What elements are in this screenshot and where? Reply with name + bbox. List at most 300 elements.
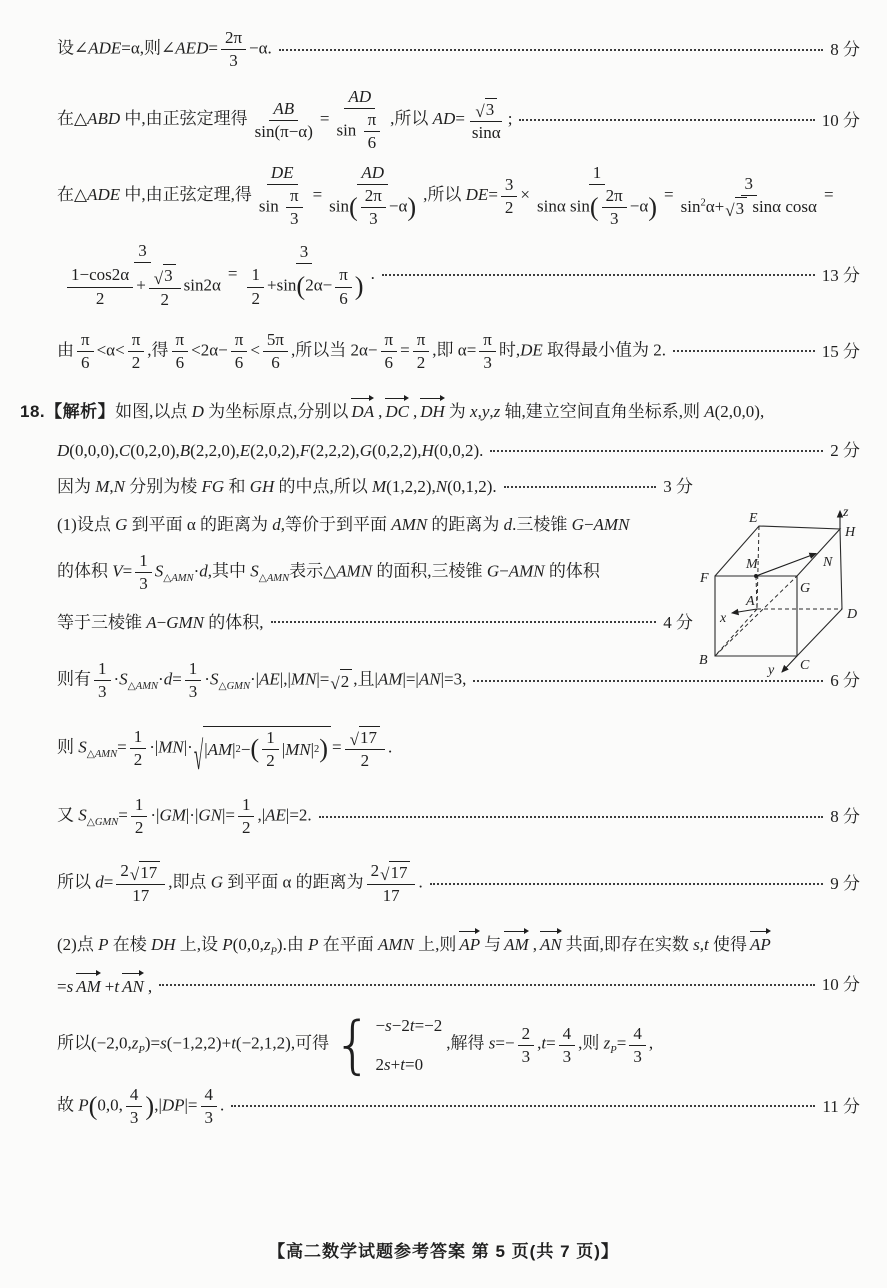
numerator: 2π — [221, 28, 246, 50]
fraction — [518, 1024, 535, 1067]
solution-line — [57, 930, 860, 959]
text: 2 — [370, 861, 380, 881]
text: ; — [507, 109, 513, 129]
score-label: 4 分 — [663, 612, 693, 632]
text: 故 P — [57, 1095, 89, 1115]
text: , — [648, 1033, 654, 1053]
subscript: P — [270, 945, 277, 957]
text: 与 — [484, 934, 502, 954]
big-paren: ( — [296, 271, 306, 301]
text: 又 S — [57, 805, 87, 825]
subscript: △AMN — [127, 680, 159, 692]
numerator: π — [231, 330, 248, 352]
text: . — [370, 264, 375, 284]
square-root — [193, 726, 331, 779]
fraction — [238, 795, 255, 838]
numerator: 1 — [130, 727, 147, 749]
radical-sign: √ — [380, 865, 390, 885]
denominator: 3 — [562, 1046, 572, 1066]
math-expression — [57, 795, 312, 838]
text: (1)设点 G 到平面 α 的距离为 d,等价于到平面 AMN 的距离为 d.三棱锥 G−AMN — [57, 515, 630, 535]
text: . — [418, 872, 423, 892]
math-expression — [57, 612, 264, 633]
math-expression — [57, 726, 393, 779]
denominator: 6 — [234, 352, 244, 372]
math-expression — [57, 163, 834, 229]
text: sinα sin — [537, 196, 590, 216]
denominator: sinα — [471, 122, 501, 142]
radical-sign: √ — [330, 674, 340, 694]
text: sinα cosα — [752, 196, 817, 216]
superscript: 2 — [235, 744, 241, 756]
denominator: 3 — [188, 682, 198, 702]
radical-sign: √ — [153, 268, 164, 288]
subscript: △GMN — [218, 680, 250, 692]
cube-diagram — [692, 506, 884, 688]
math-expression — [57, 87, 512, 153]
fraction — [629, 1024, 646, 1067]
numerator: 1−cos2α — [67, 265, 133, 287]
denominator: 6 — [271, 352, 280, 372]
numerator: π — [77, 330, 94, 352]
text: = — [400, 340, 410, 360]
solution-line — [20, 397, 860, 422]
numerator — [149, 264, 181, 288]
numerator: 1 — [135, 551, 152, 573]
dot-leader — [519, 119, 814, 121]
vertex-label-E: E — [749, 511, 758, 526]
text: ,且|AM|=|AN|=3, — [353, 669, 467, 689]
text: = — [319, 109, 330, 129]
fraction — [367, 861, 416, 906]
subscript: P — [610, 1045, 617, 1057]
fraction — [364, 110, 381, 153]
big-paren: ) — [319, 734, 329, 764]
fraction — [468, 98, 505, 143]
numerator: 1 — [238, 795, 255, 817]
vertex-label-D: D — [847, 607, 858, 622]
numerator — [345, 726, 385, 750]
denominator: 2 — [251, 288, 260, 308]
vertex-label-G: G — [800, 581, 811, 596]
denominator: 2 — [504, 197, 514, 217]
text: = — [118, 805, 128, 825]
score-label: 10 分 — [821, 110, 860, 130]
fraction — [381, 330, 398, 373]
radicand: 17 — [139, 861, 160, 883]
dot-leader — [490, 450, 823, 452]
numerator: 3 — [296, 242, 313, 264]
y-axis-arrow — [782, 656, 797, 672]
dot-leader — [382, 274, 815, 276]
hidden-edges — [715, 526, 842, 656]
denominator — [677, 196, 821, 219]
vertex-label-B: B — [699, 653, 708, 668]
text: ,t= — [537, 1033, 556, 1053]
dot-leader — [159, 984, 815, 986]
denominator: 2 — [241, 818, 251, 838]
denominator: 2 — [160, 289, 169, 309]
axes-and-segments — [732, 511, 840, 672]
text: = — [664, 185, 674, 205]
fraction — [413, 330, 430, 373]
text: = — [227, 264, 238, 284]
math-expression — [57, 930, 775, 959]
text: −α. — [249, 38, 272, 58]
numerator: 3 — [134, 241, 151, 263]
square-root — [330, 669, 352, 692]
fraction — [172, 330, 189, 373]
score-label: 13 分 — [821, 265, 860, 285]
numerator: 1 — [94, 659, 111, 681]
text: D(0,0,0),C(0,2,0),B(2,2,0),E(2,0,2),F(2,2,2),G(0,2,2),H(0,0,2). — [57, 440, 484, 460]
text: ,|AE|=2. — [257, 805, 312, 825]
numerator: 1 — [247, 265, 264, 287]
cube-edges — [715, 526, 842, 656]
numerator: AD — [357, 163, 388, 185]
system-rows — [376, 1015, 443, 1075]
denominator: 2 — [266, 751, 275, 771]
fraction — [185, 659, 202, 702]
fraction — [602, 186, 627, 229]
denominator: 3 — [129, 1107, 139, 1127]
x-axis-arrow — [732, 609, 757, 613]
left-brace: { — [333, 1008, 373, 1082]
denominator: 3 — [229, 51, 238, 71]
fraction — [116, 861, 165, 906]
fraction — [240, 242, 367, 308]
fraction — [94, 659, 111, 702]
numerator — [367, 861, 416, 885]
axis-label-y: y — [768, 663, 775, 678]
radical-sign: √ — [193, 733, 204, 779]
denominator: 2 — [131, 352, 141, 372]
text: . — [220, 1095, 225, 1115]
text: 共面,即存在实数 s,t 使得 — [565, 934, 748, 954]
subscript: △AMN — [258, 572, 290, 584]
radicand — [203, 726, 331, 771]
square-root — [475, 98, 497, 120]
text: 在△ABD 中,由正弦定理得 — [57, 109, 248, 129]
vertex-labels — [699, 506, 857, 678]
text: ,所以 DE= — [423, 185, 498, 205]
text: × — [520, 185, 531, 205]
vector-overarrow: DA — [349, 397, 377, 422]
text: ,得 — [147, 340, 169, 360]
numerator: 3 — [501, 175, 518, 197]
denominator: 2 — [133, 750, 143, 770]
math-expression — [57, 1008, 654, 1082]
solution-line — [57, 1085, 860, 1128]
solution-line — [57, 440, 860, 461]
denominator: 6 — [81, 352, 90, 372]
denominator — [325, 185, 420, 229]
system-row: 2s+t=0 — [375, 1054, 424, 1074]
denominator: 6 — [175, 352, 185, 372]
fraction — [149, 264, 181, 309]
solution-line — [57, 551, 693, 594]
fraction — [135, 551, 152, 594]
vector-overarrow: DH — [418, 397, 448, 422]
text: < — [250, 340, 260, 360]
math-expression — [57, 330, 666, 373]
text: 表示△AMN 的面积,三棱锥 G−AMN 的体积 — [289, 561, 600, 581]
numerator: 4 — [126, 1085, 143, 1107]
text: 则 S — [57, 737, 87, 757]
text: 0,0, — [97, 1095, 123, 1115]
fraction — [126, 1085, 143, 1128]
dot-leader — [504, 486, 657, 488]
vertex-label-M: M — [746, 557, 758, 572]
score-label: 8 分 — [830, 39, 860, 59]
score-label: 8 分 — [830, 807, 860, 827]
text: = — [332, 737, 342, 757]
text: 等于三棱锥 A−GMN 的体积, — [57, 612, 264, 632]
text: + — [136, 275, 146, 295]
big-paren: ( — [250, 734, 260, 764]
numerator — [116, 861, 165, 885]
score-label: 9 分 — [830, 874, 860, 894]
text: ,则 z — [578, 1033, 611, 1053]
score-label: 15 分 — [821, 341, 860, 361]
dot-leader — [319, 816, 824, 818]
denominator: 3 — [633, 1046, 642, 1066]
solution-line — [57, 87, 860, 153]
system-row: −s−2t=−2 — [375, 1016, 443, 1036]
text: = — [312, 185, 323, 205]
numerator: 2 — [518, 1024, 535, 1046]
text: sin — [336, 120, 357, 140]
fraction — [60, 241, 225, 309]
vector-overarrow: AM — [502, 930, 532, 955]
vertex-label-N: N — [823, 555, 833, 570]
text: − — [240, 740, 251, 760]
math-expression — [57, 861, 423, 906]
text: sin2α — [183, 275, 221, 295]
text: 时,DE 取得最小值为 2. — [498, 340, 667, 360]
numerator: 4 — [559, 1024, 576, 1046]
text: ,解得 s=− — [446, 1033, 515, 1053]
math-expression — [57, 1085, 224, 1128]
superscript: 2 — [700, 197, 706, 209]
subscript: P — [138, 1045, 145, 1057]
numerator: DE — [267, 163, 298, 185]
vertex-label-F: F — [700, 571, 709, 586]
big-paren: ( — [589, 192, 599, 222]
denominator: 3 — [139, 573, 148, 593]
text: 如图,以点 D 为坐标原点,分别以 — [115, 401, 349, 421]
numerator: AB — [269, 99, 298, 121]
page-footer: 【高二数学试题参考答案 第 5 页(共 7 页)】 — [268, 1241, 619, 1261]
radicand: 2 — [340, 669, 353, 692]
denominator: 2 — [360, 751, 370, 771]
numerator: π — [172, 330, 189, 352]
solution-line — [57, 476, 693, 497]
vector-overarrow: AP — [457, 930, 483, 955]
text: = — [616, 1033, 627, 1053]
text: |MN| — [281, 740, 314, 760]
solution-line — [57, 795, 860, 838]
numerator: π — [128, 330, 145, 352]
score-label: 10 分 — [821, 975, 860, 995]
math-expression — [57, 241, 375, 309]
dot-leader — [231, 1105, 815, 1107]
text: ·|MN|· — [149, 737, 193, 757]
numerator: π — [335, 265, 352, 287]
vector-overarrow: AP — [748, 930, 774, 955]
denominator — [255, 185, 310, 229]
math-expression — [57, 659, 466, 702]
score-label: 6 分 — [830, 670, 860, 690]
solution-line — [57, 514, 693, 535]
radicand: 3 — [485, 98, 498, 120]
text: ·d,其中 S — [193, 561, 259, 581]
denominator: 3 — [204, 1107, 214, 1127]
numerator: π — [413, 330, 430, 352]
fraction — [128, 330, 145, 373]
denominator: sin(π−α) — [254, 121, 313, 141]
dot-leader — [279, 49, 823, 51]
denominator: 3 — [369, 209, 378, 229]
cube-figure — [692, 506, 884, 688]
text: = — [117, 737, 127, 757]
fraction — [255, 163, 310, 229]
text: α+ — [705, 196, 725, 216]
text: ·S — [204, 669, 219, 689]
numerator: 3 — [741, 174, 758, 196]
math-expression — [57, 440, 483, 461]
subscript: △AMN — [163, 572, 194, 584]
text: <2α− — [191, 340, 228, 360]
text: , — [147, 977, 153, 997]
math-expression — [57, 514, 629, 535]
text: ,即 α= — [432, 340, 477, 360]
denominator: 2 — [134, 818, 144, 838]
dot-leader — [271, 621, 657, 623]
text: ,|DP|= — [154, 1095, 198, 1115]
numerator: π — [364, 110, 381, 132]
denominator — [332, 109, 387, 153]
fraction — [501, 175, 518, 218]
solution-line — [57, 861, 860, 906]
denominator: 2 — [95, 288, 105, 308]
text: 所以(−2,0,z — [57, 1033, 139, 1053]
text: 在△ADE 中,由正弦定理,得 — [57, 185, 252, 205]
denominator: 3 — [483, 352, 492, 372]
denominator — [240, 264, 367, 308]
fraction — [201, 1085, 218, 1128]
big-paren: ) — [407, 192, 417, 222]
fraction — [221, 28, 246, 71]
text: sin — [258, 196, 279, 216]
vertex-label-H: H — [845, 525, 856, 540]
score-label: 11 分 — [822, 1096, 860, 1116]
vertex-label-A: A — [746, 594, 755, 609]
text: (2)点 P 在棱 DH 上,设 P(0,0,z — [57, 934, 271, 954]
numerator: 5π — [263, 330, 288, 352]
fraction — [332, 87, 387, 153]
numerator — [470, 98, 502, 122]
numerator: 1 — [185, 659, 202, 681]
fraction — [286, 186, 303, 229]
fraction — [335, 265, 352, 308]
fraction — [247, 265, 264, 308]
fraction — [262, 728, 279, 771]
text: . — [387, 737, 393, 757]
numerator: π — [381, 330, 398, 352]
denominator: 6 — [384, 352, 394, 372]
text: 由 — [57, 340, 74, 360]
vertex-label-C: C — [800, 658, 810, 673]
denominator: 17 — [382, 886, 400, 906]
square-root — [154, 264, 176, 286]
numerator: 4 — [629, 1024, 646, 1046]
denominator: 6 — [367, 133, 377, 153]
big-paren: ) — [648, 192, 658, 222]
text: +t — [104, 977, 120, 997]
text: S — [154, 561, 164, 581]
math-expression — [57, 476, 497, 497]
solution-line — [57, 330, 860, 373]
denominator: 2 — [416, 352, 426, 372]
text: |AM| — [204, 740, 236, 760]
text: 因为 M,N 分别为棱 FG 和 GH 的中点,所以 M(1,2,2),N(0,1,2). — [57, 477, 497, 497]
subscript: △GMN — [86, 817, 119, 829]
equation-system — [333, 1008, 443, 1082]
text: −α — [388, 196, 408, 216]
axis-label-x: x — [720, 611, 727, 626]
solution-line — [57, 972, 860, 997]
text: ).由 P 在平面 AMN 上,则 — [276, 934, 457, 954]
text: <α< — [96, 340, 125, 360]
bold-text: 18.【解析】 — [20, 401, 116, 421]
vector-overarrow: AN — [538, 930, 565, 955]
denominator: 17 — [132, 886, 150, 906]
fraction — [325, 163, 420, 229]
square-root — [380, 861, 410, 883]
big-paren: ) — [145, 1091, 155, 1121]
denominator — [533, 185, 661, 229]
text: , — [378, 401, 383, 421]
fraction — [131, 795, 148, 838]
text: ·|GM|·|GN|= — [150, 805, 235, 825]
fraction — [251, 99, 317, 142]
text: ·|AE|,|MN|= — [249, 669, 330, 689]
math-expression — [57, 972, 152, 997]
fraction — [677, 174, 821, 219]
big-paren: ) — [354, 271, 364, 301]
denominator: 3 — [521, 1046, 531, 1066]
fraction — [67, 265, 133, 308]
dot-leader — [673, 350, 815, 352]
text: 的体积 V= — [57, 561, 133, 581]
score-label: 2 分 — [830, 440, 860, 460]
text: , — [532, 934, 537, 954]
text: sin — [329, 196, 349, 216]
numerator: 2π — [602, 186, 627, 208]
numerator: 4 — [201, 1085, 218, 1107]
radicand: 3 — [163, 264, 176, 286]
denominator: 6 — [339, 288, 348, 308]
text: 2 — [120, 861, 129, 881]
denominator — [60, 263, 225, 309]
math-expression — [20, 397, 764, 422]
fraction — [345, 726, 385, 771]
fraction — [479, 330, 496, 373]
solution-line — [57, 241, 860, 309]
text: −α — [629, 196, 649, 216]
solution-line — [57, 28, 860, 71]
